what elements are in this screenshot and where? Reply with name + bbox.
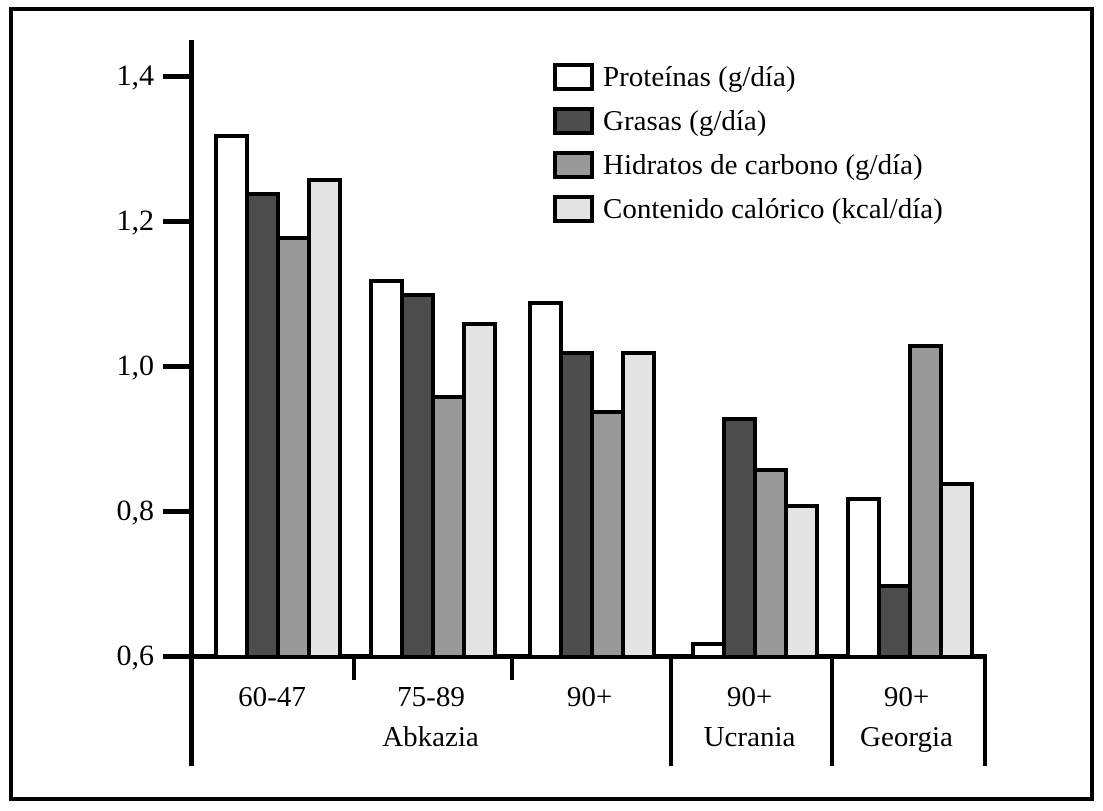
region-label: Ucrania <box>703 721 796 753</box>
age-label: 90+ <box>883 681 930 713</box>
bar-series2-group3 <box>753 468 788 659</box>
bar-series0-group1 <box>369 279 404 659</box>
legend-swatch-hidratos <box>553 151 594 179</box>
legend-item <box>553 99 943 143</box>
y-tick-label: 1,4 <box>116 59 154 92</box>
bar-series3-group4 <box>939 482 974 659</box>
bar-series3-group3 <box>784 504 819 659</box>
bar-series0-group3 <box>691 642 726 659</box>
age-label: 75-89 <box>397 681 465 713</box>
legend-label-proteinas: Proteínas (g/día) <box>603 61 796 93</box>
bar-series1-group2 <box>559 351 594 659</box>
y-tick-label: 0,6 <box>116 639 154 672</box>
bar-series0-group0 <box>214 134 249 659</box>
category-tick <box>510 654 514 680</box>
y-tick <box>163 74 189 79</box>
bar-series1-group4 <box>877 584 912 659</box>
y-tick <box>163 364 189 369</box>
legend-item <box>553 55 943 99</box>
bar-series0-group2 <box>528 301 563 659</box>
bar-series1-group3 <box>722 417 757 659</box>
y-tick-label: 0,8 <box>116 494 154 527</box>
y-tick-label: 1,2 <box>116 204 154 237</box>
legend-swatch-contenido <box>553 195 594 223</box>
y-tick <box>163 219 189 224</box>
legend-swatch-grasas <box>553 107 594 135</box>
bar-series3-group0 <box>307 178 342 659</box>
category-divider <box>669 654 673 766</box>
legend-label-contenido: Contenido calórico (kcal/día) <box>603 193 943 225</box>
age-label: 90+ <box>566 681 613 713</box>
bar-series3-group1 <box>462 322 497 659</box>
bar-series2-group0 <box>276 236 311 659</box>
chart-legend <box>553 55 943 231</box>
bar-series3-group2 <box>621 351 656 659</box>
region-label: Georgia <box>860 721 953 753</box>
bar-series2-group2 <box>590 410 625 659</box>
y-tick-label: 1,0 <box>116 349 154 382</box>
category-tick <box>352 654 356 680</box>
bar-series1-group0 <box>245 192 280 659</box>
bar-series2-group1 <box>431 395 466 659</box>
bar-series2-group4 <box>908 344 943 659</box>
age-label: 90+ <box>726 681 773 713</box>
category-divider <box>983 654 987 766</box>
legend-item <box>553 187 943 231</box>
legend-label-grasas: Grasas (g/día) <box>603 105 767 137</box>
category-divider <box>830 654 834 766</box>
legend-swatch-proteinas <box>553 63 594 91</box>
y-tick <box>163 654 189 659</box>
y-tick <box>163 509 189 514</box>
legend-label-hidratos: Hidratos de carbono (g/día) <box>603 149 923 181</box>
bar-series0-group4 <box>846 497 881 659</box>
bar-series1-group1 <box>400 293 435 659</box>
age-label: 60-47 <box>238 681 306 713</box>
region-label: Abkazia <box>382 721 479 753</box>
legend-item <box>553 143 943 187</box>
